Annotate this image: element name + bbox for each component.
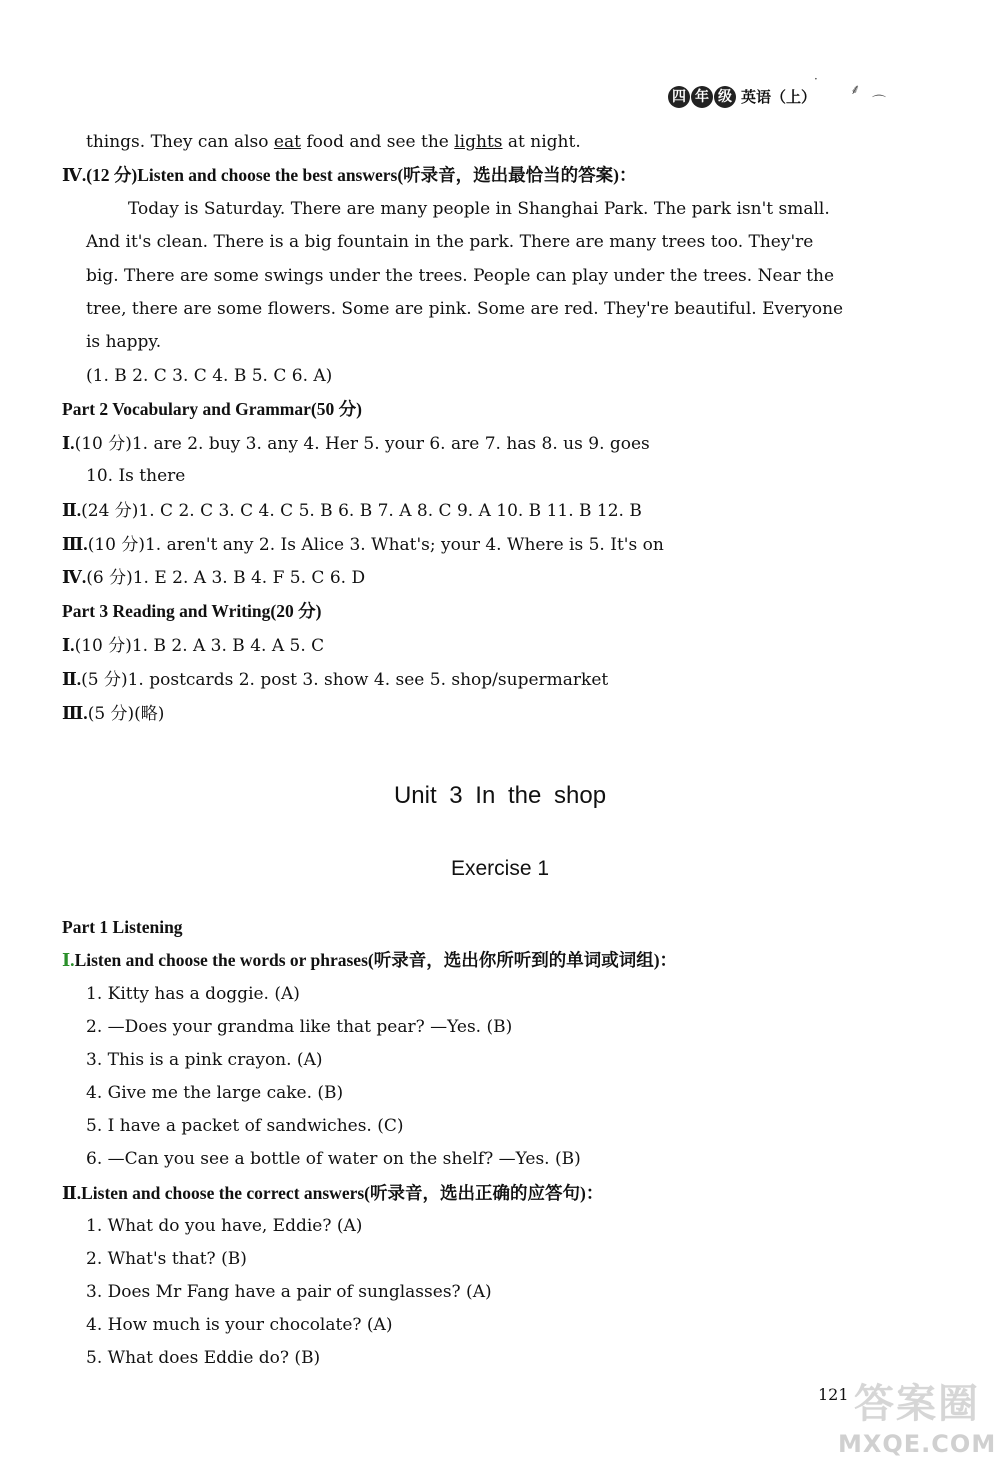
section-1-item-6: 6. —Can you see a bottle of water on the shelf? —Yes. (B) bbox=[86, 1149, 581, 1169]
section-1-item-4: 4. Give me the large cake. (B) bbox=[86, 1083, 344, 1103]
continuation-text-2: food and see the bbox=[300, 132, 455, 152]
row-label: Ⅱ. bbox=[62, 669, 82, 689]
watermark-sub: MXQE.COM bbox=[838, 1430, 997, 1458]
continuation-text-1: things. They can also bbox=[86, 132, 274, 152]
part-2-row-1-cont: 10. Is there bbox=[86, 466, 186, 486]
section-2-item-4: 4. How much is your chocolate? (A) bbox=[86, 1315, 393, 1335]
section-1-label: Ⅰ. bbox=[62, 950, 75, 970]
part-2-row-1 bbox=[62, 432, 650, 455]
watermark-main: 答案圈 bbox=[854, 1381, 980, 1427]
part-2-title: Part 2 Vocabulary and Grammar(50 分) bbox=[62, 399, 362, 419]
badge-char-1: 四 bbox=[668, 86, 690, 108]
row-text: (5 分)(略) bbox=[87, 704, 165, 724]
row-label: Ⅲ. bbox=[62, 703, 88, 723]
row-text: (6 分)1. E 2. A 3. B 4. F 5. C 6. D bbox=[86, 568, 366, 588]
part-1-title: Part 1 Listening bbox=[62, 917, 183, 937]
section-2-heading bbox=[62, 1182, 603, 1204]
row-text: (24 分)1. C 2. C 3. C 4. C 5. B 6. B 7. A 8. C 9. A 10. B 11. B 12. B bbox=[81, 501, 642, 521]
part-2-row-2 bbox=[62, 499, 642, 522]
part-2-row-4 bbox=[62, 566, 365, 589]
badge-char-2: 年 bbox=[691, 86, 713, 108]
row-label: Ⅳ. bbox=[62, 567, 87, 587]
passage-line-5: is happy. bbox=[86, 332, 162, 352]
passage-line-2: And it's clean. There is a big fountain in the park. There are many trees too. They're bbox=[86, 232, 814, 252]
section-2-label: Ⅱ. bbox=[62, 1183, 82, 1203]
passage-line-4: tree, there are some flowers. Some are pink. Some are red. They're beautiful. Everyone bbox=[86, 299, 844, 319]
row-text: (10 分)1. B 2. A 3. B 4. A 5. C bbox=[74, 636, 325, 656]
exercise-title: Exercise 1 bbox=[450, 857, 550, 880]
section-1-heading bbox=[62, 949, 677, 971]
section-1-item-3: 3. This is a pink crayon. (A) bbox=[86, 1050, 323, 1070]
passage-line-1: Today is Saturday. There are many people in Shanghai Park. The park isn't small. bbox=[128, 199, 830, 219]
part-2-row-3 bbox=[62, 533, 664, 556]
part-3-row-2 bbox=[62, 668, 608, 691]
header-badge bbox=[668, 86, 900, 112]
decoration-sprig-icon: ⸙ bbox=[850, 82, 861, 98]
decoration-leaf-icon: ⌒ bbox=[872, 95, 886, 111]
question-4-text: (12 分)Listen and choose the best answers(听录音，选出最恰当的答案)： bbox=[86, 165, 637, 185]
section-1-text: Listen and choose the words or phrases(听录音，选出你所听到的单词或词组)： bbox=[74, 950, 678, 970]
section-2-item-3: 3. Does Mr Fang have a pair of sunglasses? (A) bbox=[86, 1282, 492, 1302]
passage-line-3: big. There are some swings under the trees. People can play under the trees. Near the bbox=[86, 266, 835, 286]
badge-char-3: 级 bbox=[714, 86, 736, 108]
watermark-logo bbox=[838, 1372, 1000, 1465]
page-number: 121 bbox=[818, 1385, 849, 1404]
row-label: Ⅲ. bbox=[62, 534, 88, 554]
section-2-item-1: 1. What do you have, Eddie? (A) bbox=[86, 1216, 363, 1236]
question-4-answers: (1. B 2. C 3. C 4. B 5. C 6. A) bbox=[86, 366, 333, 386]
part-3-row-1 bbox=[62, 634, 324, 657]
part-3-title: Part 3 Reading and Writing(20 分) bbox=[62, 601, 322, 621]
passage-continuation bbox=[86, 131, 581, 153]
continuation-text-3: at night. bbox=[502, 132, 581, 152]
row-text: (10 分)1. are 2. buy 3. any 4. Her 5. your 6. are 7. has 8. us 9. goes bbox=[74, 434, 650, 454]
row-text: (10 分)1. aren't any 2. Is Alice 3. What's; your 4. Where is 5. It's on bbox=[87, 535, 664, 555]
section-2-item-2: 2. What's that? (B) bbox=[86, 1249, 247, 1269]
part-3-row-3 bbox=[62, 702, 164, 725]
section-2-item-5: 5. What does Eddie do? (B) bbox=[86, 1348, 321, 1368]
row-label: Ⅰ. bbox=[62, 635, 75, 655]
section-1-item-5: 5. I have a packet of sandwiches. (C) bbox=[86, 1116, 404, 1136]
header-subject: 英语（上） bbox=[741, 88, 817, 106]
continuation-underlined-1: eat bbox=[273, 132, 301, 152]
section-1-item-2: 2. —Does your grandma like that pear? —Yes. (B) bbox=[86, 1017, 513, 1037]
section-1-item-1: 1. Kitty has a doggie. (A) bbox=[86, 984, 300, 1004]
section-2-text: Listen and choose the correct answers(听录音，选出正确的应答句)： bbox=[81, 1183, 604, 1203]
continuation-underlined-2: lights bbox=[454, 132, 503, 152]
question-4-label: Ⅳ. bbox=[62, 165, 87, 185]
row-label: Ⅱ. bbox=[62, 500, 82, 520]
question-4-heading bbox=[62, 164, 637, 186]
unit-title: Unit 3 In the shop bbox=[393, 782, 607, 809]
row-label: Ⅰ. bbox=[62, 433, 75, 453]
decoration-dot-icon: · bbox=[814, 72, 818, 86]
row-text: (5 分)1. postcards 2. post 3. show 4. see 5. shop/supermarket bbox=[81, 670, 609, 690]
